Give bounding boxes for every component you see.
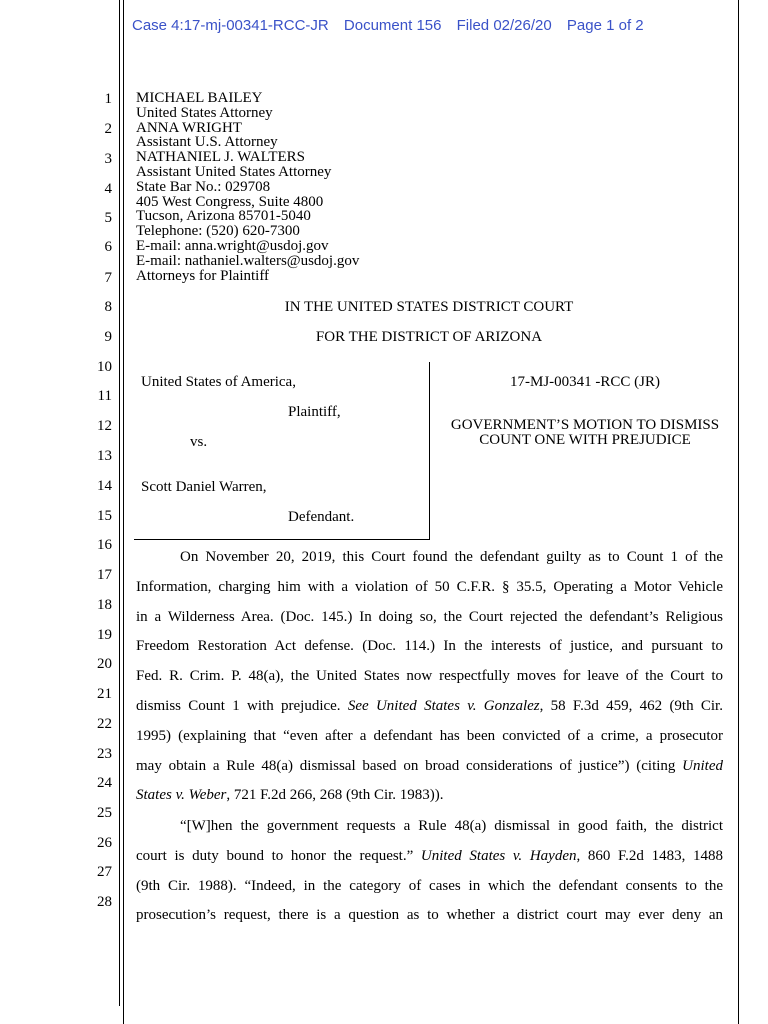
- line-number: 27: [97, 864, 112, 880]
- line-number: 25: [97, 805, 112, 821]
- paragraph-2: [136, 812, 723, 931]
- line-number: 22: [97, 716, 112, 732]
- line-number: 10: [97, 359, 112, 375]
- defendant-name: Scott Daniel Warren,: [141, 479, 267, 495]
- line-number: 1: [104, 91, 112, 107]
- attorney-line: Assistant U.S. Attorney: [136, 134, 278, 151]
- body-text-run: dismiss Count 1 with prejudice.: [136, 697, 348, 714]
- attorney-line: NATHANIEL J. WALTERS: [136, 149, 306, 166]
- line-number: 13: [97, 448, 112, 464]
- body-text-run: , 58 F.3d 459, 462 (9th Cir.: [539, 697, 723, 714]
- line-number: 16: [97, 537, 112, 553]
- line-number: 17: [97, 567, 112, 583]
- body-line: Fed. R. Crim. P. 48(a), the United States now respectfully moves for leave of the Court to: [136, 668, 723, 685]
- line-number: 4: [104, 181, 112, 197]
- attorney-email-line: E-mail: anna.wright@usdoj.gov: [136, 237, 329, 254]
- body-line: On November 20, 2019, this Court found the defendant guilty as to Count 1 of the: [180, 549, 723, 565]
- line-number: 28: [97, 894, 112, 910]
- line-number: 9: [104, 329, 112, 345]
- attorney-line: United States Attorney: [136, 104, 273, 121]
- body-text-run: , 721 F.2d 266, 268 (9th Cir. 1983)).: [226, 787, 444, 804]
- body-line: Information, charging him with a violation of 50 C.F.R. § 35.5, Operating a Motor Vehicle: [136, 578, 723, 595]
- attorney-line: Telephone: (520) 620-7300: [136, 223, 300, 240]
- caption-divider: [429, 362, 430, 540]
- body-text-run: may obtain a Rule 48(a) dismissal based on broad considerations of justice”) (citing: [136, 757, 683, 774]
- line-number: 15: [97, 508, 112, 524]
- case-citation: See United States v. Gonzalez: [347, 697, 540, 714]
- line-number: 20: [97, 656, 112, 672]
- body-line: “[W]hen the government requests a Rule 48(a) dismissal in good faith, the district: [180, 818, 723, 834]
- body-line: (9th Cir. 1988). “Indeed, in the category of cases in which the defendant consents to the: [136, 877, 723, 894]
- line-number: 19: [97, 627, 112, 643]
- right-margin-rule: [738, 0, 739, 1024]
- attorney-email-line: E-mail: nathaniel.walters@usdoj.gov: [136, 252, 360, 269]
- line-number: 12: [97, 418, 112, 434]
- motion-title: [438, 418, 732, 448]
- page-number-header: Page 1 of 2: [566, 17, 644, 34]
- line-number: 14: [97, 478, 112, 494]
- body-line: prosecution’s request, there is a question as to whether a district court may ever deny an: [136, 907, 723, 924]
- attorney-line: State Bar No.: 029708: [136, 178, 271, 195]
- plaintiff-role: Plaintiff,: [288, 404, 341, 420]
- line-number: 8: [104, 299, 112, 315]
- court-district: FOR THE DISTRICT OF ARIZONA: [315, 329, 543, 345]
- left-margin-rule-inner: [123, 0, 124, 1024]
- attorney-line: Assistant United States Attorney: [136, 163, 332, 180]
- line-number: 11: [97, 388, 112, 404]
- case-number-header: Case 4:17-mj-00341-RCC-JR: [132, 17, 329, 34]
- body-line: [136, 752, 723, 782]
- line-number: 6: [104, 239, 112, 255]
- body-line: [136, 781, 723, 811]
- caption-case-number: 17-MJ-00341 -RCC (JR): [509, 374, 660, 390]
- case-citation: States v. Weber: [136, 787, 227, 804]
- case-citation: United States v. Hayden: [420, 847, 577, 864]
- line-number: 21: [97, 686, 112, 702]
- attorney-line: Attorneys for Plaintiff: [136, 267, 270, 284]
- body-line: [136, 692, 723, 722]
- line-number: 23: [97, 746, 112, 762]
- versus: vs.: [190, 434, 208, 450]
- document-number-header: Document 156: [343, 17, 442, 34]
- line-number: 26: [97, 835, 112, 851]
- body-line: 1995) (explaining that “even after a defendant has been convicted of a crime, a prosecutor: [136, 727, 723, 744]
- attorney-line: 405 West Congress, Suite 4800: [136, 193, 324, 210]
- attorney-line: Tucson, Arizona 85701-5040: [136, 208, 311, 225]
- court-name: IN THE UNITED STATES DISTRICT COURT: [284, 299, 574, 315]
- line-number: 24: [97, 775, 112, 791]
- line-number: 18: [97, 597, 112, 613]
- body-text-run: , 860 F.2d 1483, 1488: [576, 847, 723, 864]
- motion-title-line: GOVERNMENT’S MOTION TO DISMISS: [450, 417, 720, 433]
- case-citation: United: [682, 757, 723, 774]
- body-line: Freedom Restoration Act defense. (Doc. 114.) In the interests of justice, and pursuant to: [136, 638, 723, 655]
- left-margin-rule: [119, 0, 120, 1006]
- line-number: 3: [104, 151, 112, 167]
- attorney-block: [136, 91, 359, 283]
- defendant-role: Defendant.: [288, 509, 355, 525]
- line-number: 7: [104, 270, 112, 286]
- line-number: 5: [104, 210, 112, 226]
- body-line: in a Wilderness Area. (Doc. 145.) In doing so, the Court rejected the defendant’s Religious: [136, 608, 723, 625]
- body-line: [136, 842, 723, 872]
- caption-underline: [134, 539, 430, 540]
- motion-title-line: COUNT ONE WITH PREJUDICE: [479, 432, 691, 448]
- filing-header: [132, 17, 655, 34]
- attorney-line: MICHAEL BAILEY: [136, 90, 263, 106]
- plaintiff-name: United States of America,: [141, 374, 296, 390]
- filed-date-header: Filed 02/26/20: [456, 17, 552, 34]
- paragraph-1: [136, 543, 723, 811]
- attorney-line: ANNA WRIGHT: [136, 119, 242, 136]
- line-number: 2: [104, 121, 112, 137]
- body-text-run: court is duty bound to honor the request.”: [136, 847, 421, 864]
